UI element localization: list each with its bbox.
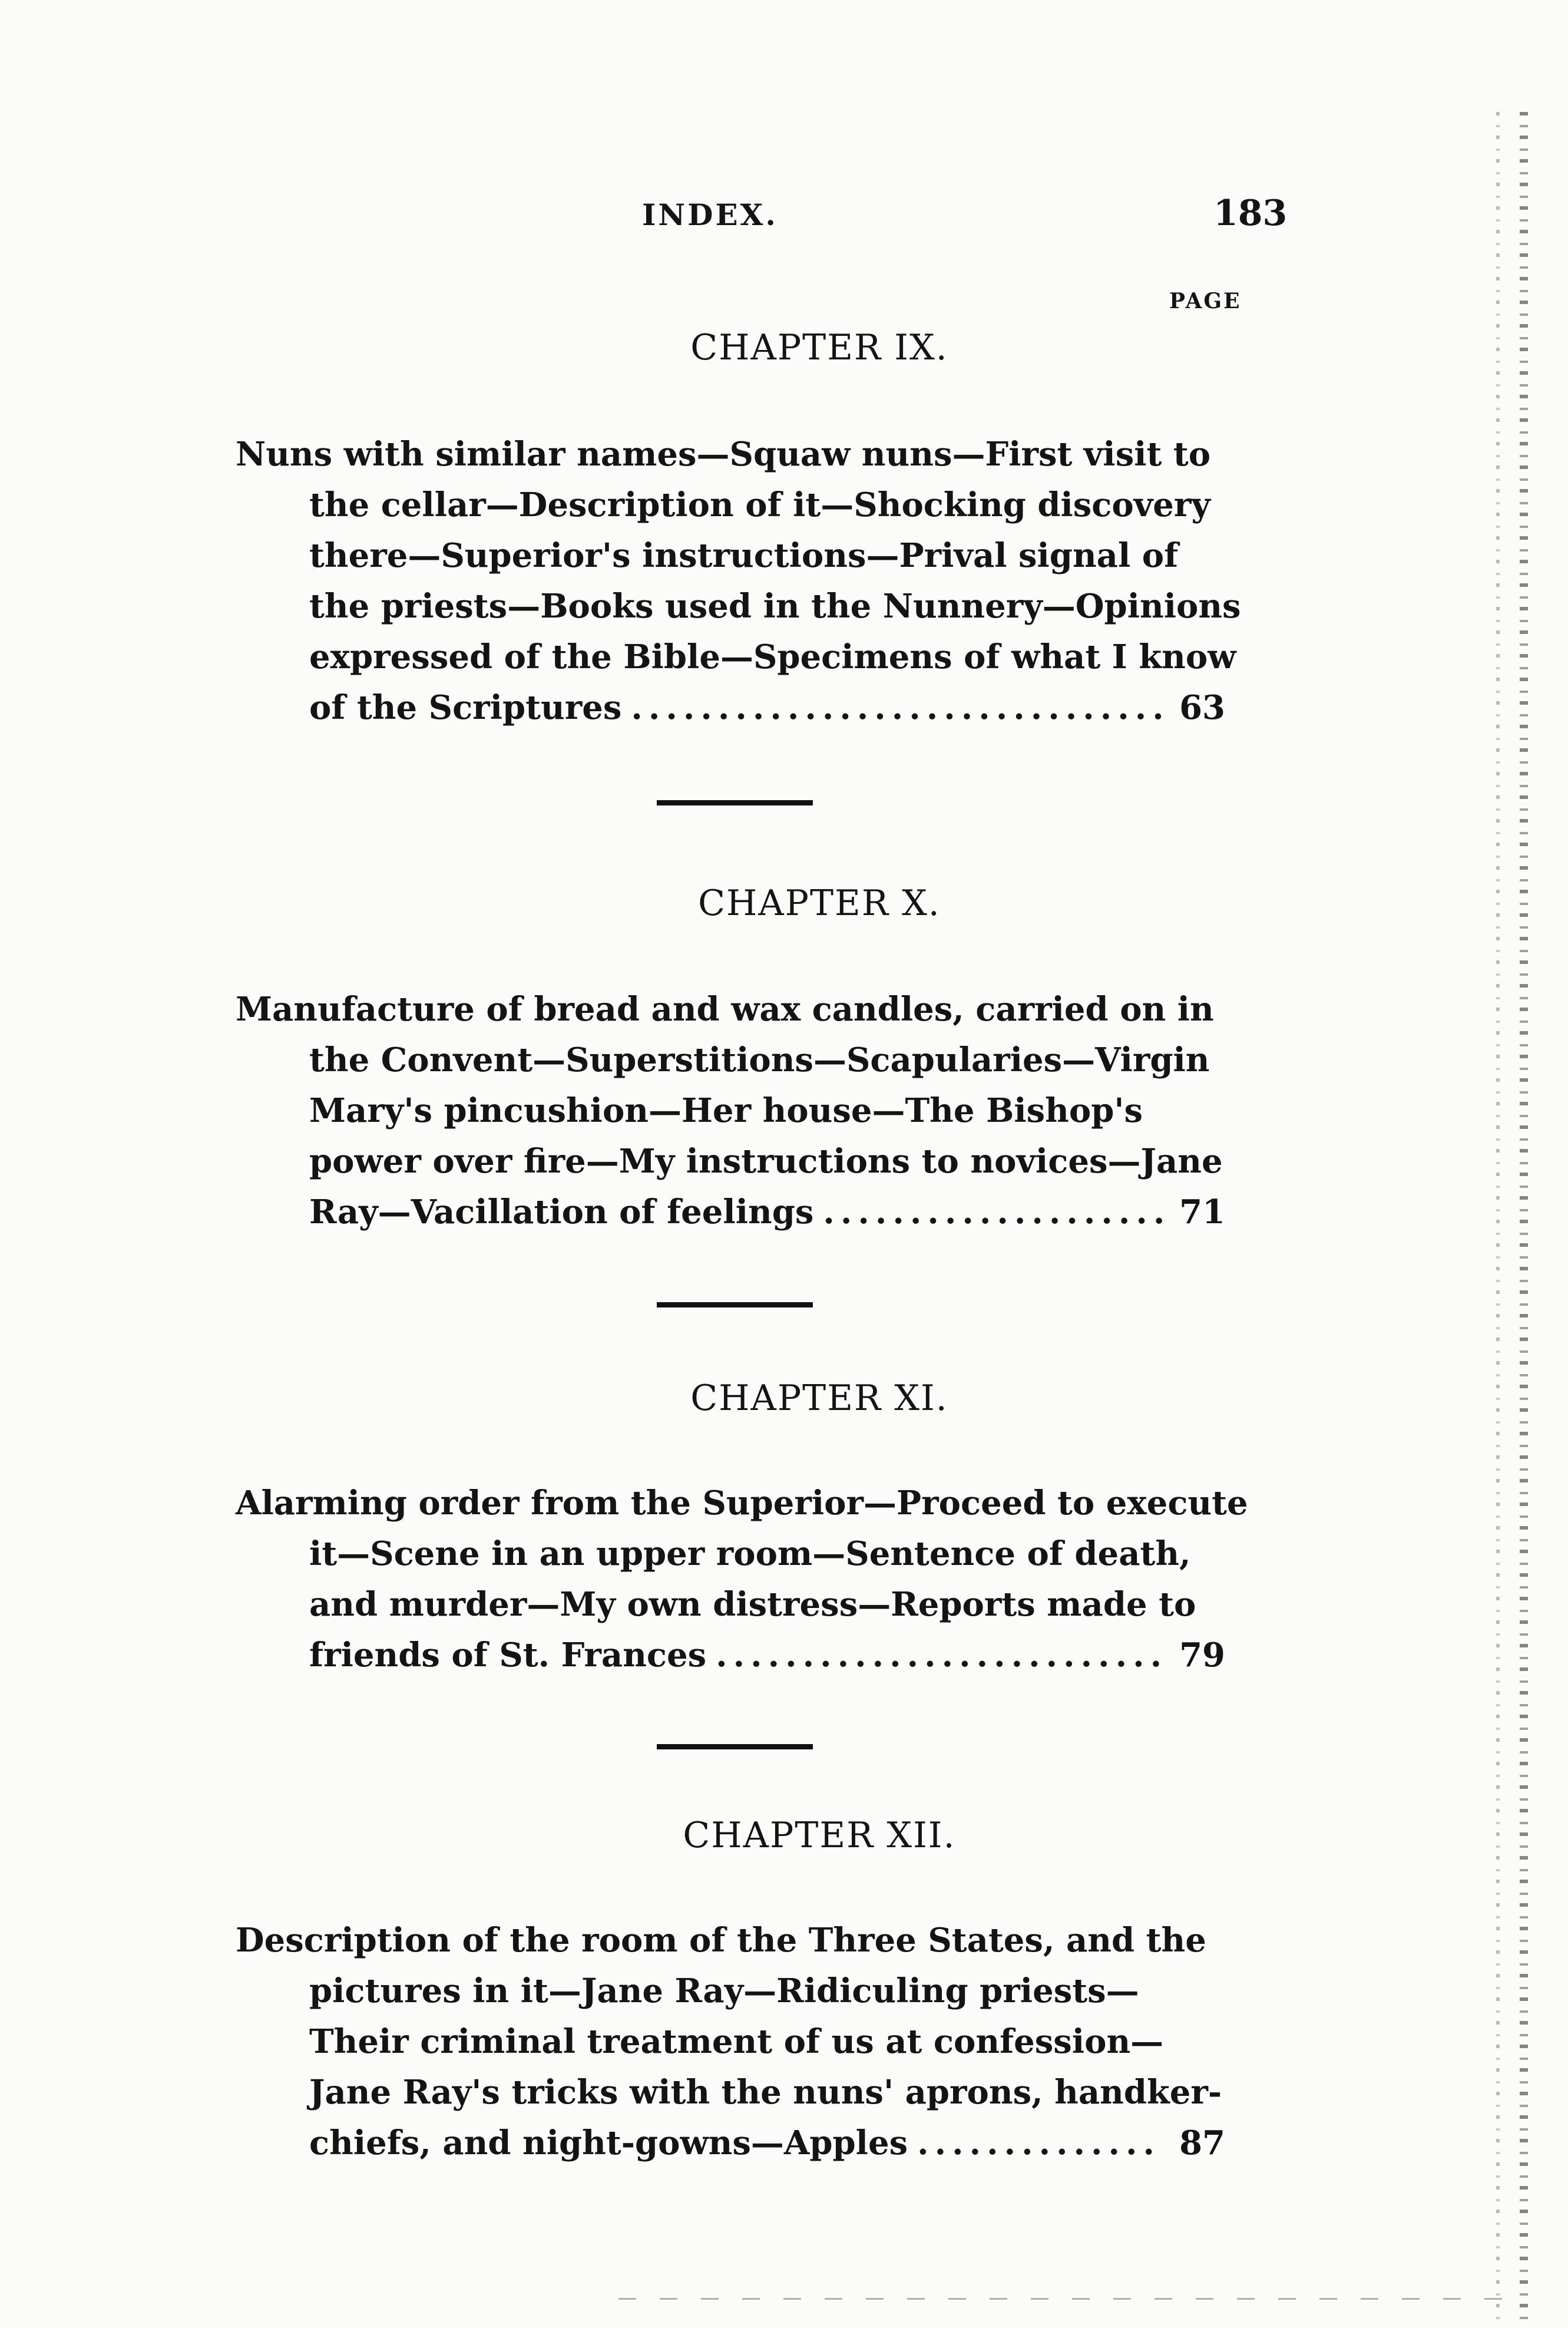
chapter-heading: CHAPTER XI. — [690, 1378, 948, 1419]
summary-line: Their criminal treatment of us at confession— — [309, 2022, 1164, 2061]
summary-last-line — [309, 682, 1225, 733]
chapter-summary — [236, 1915, 1225, 2168]
page-reference: 63 — [1179, 688, 1225, 727]
scan-edge-artifact — [1496, 112, 1500, 2327]
running-title: INDEX. — [642, 197, 778, 232]
section-divider — [657, 1302, 813, 1307]
summary-line: chiefs, and night-gowns—Apples — [309, 2124, 908, 2162]
dot-leader — [716, 1630, 1163, 1680]
page-reference: 71 — [1179, 1193, 1225, 1231]
summary-line: Description of the room of the Three States, and the — [236, 1921, 1206, 1960]
summary-line: pictures in it—Jane Ray—Ridiculing priests— — [309, 1972, 1139, 2010]
summary-line: Alarming order from the Superior—Proceed to execute — [236, 1484, 1248, 1523]
summary-line: it—Scene in an upper room—Sentence of death, — [309, 1534, 1191, 1573]
scan-edge-artifact — [1520, 112, 1528, 2327]
summary-line: power over fire—My instructions to novices—Jane — [309, 1142, 1223, 1181]
summary-line: of the Scriptures — [309, 688, 622, 727]
summary-line: Nuns with similar names—Squaw nuns—First visit to — [236, 435, 1211, 474]
summary-line: Mary's pincushion—Her house—The Bishop's — [309, 1091, 1143, 1130]
summary-line: expressed of the Bible—Specimens of what I know — [309, 638, 1236, 676]
summary-line: the priests—Books used in the Nunnery—Opinions — [309, 587, 1241, 626]
chapter-heading: CHAPTER X. — [698, 883, 941, 924]
chapter-summary — [236, 1478, 1248, 1680]
chapter-heading: CHAPTER XII. — [683, 1815, 956, 1856]
page-column-label: PAGE — [1169, 289, 1242, 313]
summary-line: there—Superior's instructions—Prival signal of — [309, 536, 1179, 575]
section-divider — [657, 800, 813, 805]
dot-leader — [823, 1187, 1163, 1237]
summary-last-line — [309, 2118, 1225, 2168]
summary-line: and murder—My own distress—Reports made to — [309, 1585, 1196, 1624]
chapter-summary — [236, 984, 1225, 1237]
summary-line: Ray—Vacillation of feelings — [309, 1193, 814, 1231]
page-reference: 79 — [1179, 1636, 1225, 1675]
summary-line: Manufacture of bread and wax candles, carried on in — [236, 990, 1214, 1029]
summary-line: the Convent—Superstitions—Scapularies—Virgin — [309, 1041, 1210, 1079]
summary-line: the cellar—Description of it—Shocking discovery — [309, 486, 1210, 524]
summary-line: Jane Ray's tricks with the nuns' aprons, handker- — [309, 2073, 1222, 2112]
page-reference: 87 — [1179, 2124, 1225, 2162]
summary-last-line — [309, 1630, 1225, 1680]
dot-leader — [631, 682, 1163, 733]
page-number: 183 — [1213, 193, 1288, 234]
section-divider — [657, 1744, 813, 1749]
chapter-heading: CHAPTER IX. — [690, 327, 948, 368]
dot-leader — [917, 2118, 1163, 2168]
summary-last-line — [309, 1187, 1225, 1237]
scan-bottom-artifact — [618, 2298, 1502, 2300]
summary-line: friends of St. Frances — [309, 1636, 707, 1675]
chapter-summary — [236, 429, 1241, 733]
